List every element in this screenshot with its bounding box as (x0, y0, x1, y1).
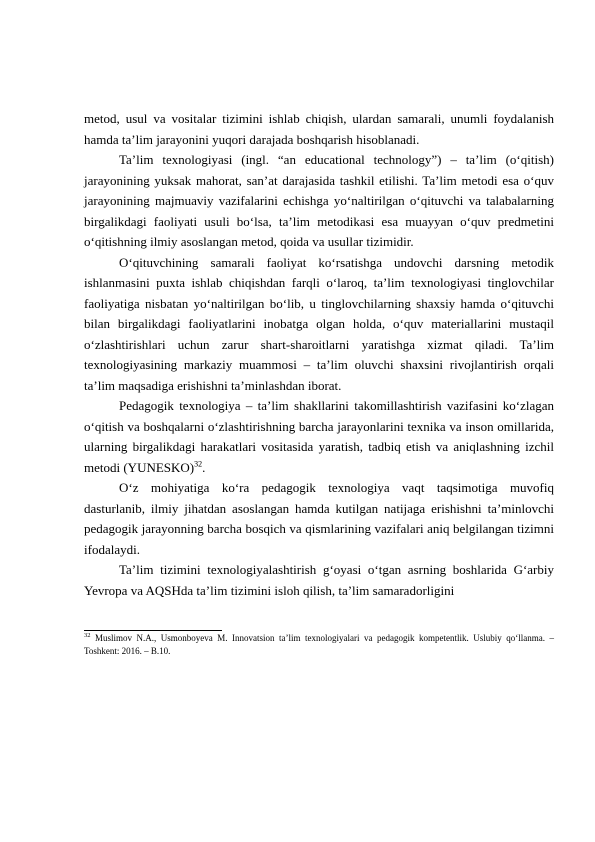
footnote-reference-32[interactable]: 32 (194, 459, 203, 469)
footnote-mark: 32 (84, 632, 91, 639)
paragraph-1: metod, usul va vositalar tizimini ishlab chiqish, ulardan samarali, unumli foydalanish hamda ta’lim jarayonini yuqori darajada boshqarish hisoblanadi. (84, 111, 554, 147)
footnote-divider (84, 630, 222, 631)
paragraph-3: O‘qituvchining samarali faoliyat ko‘rsatishga undovchi darsning metodik ishlanmasini puxta ishlab chiqishdan farqli o‘laroq, ta’lim texnologiyasi tinglovchilar faoliyatiga nisbatan yo‘naltirilgan bo‘lib, u tinglovchilarning shaxsiy hamda o‘qituvchi bilan birgalikdagi faoliyatlarini inobatga olgan holda, o‘quv materiallarini mustaqil o‘zlashtirishlari uchun zarur shart-sharoitlarni yaratishga xizmat qiladi. Ta’lim texnologiyasining markaziy muammosi – ta’lim oluvchi shaxsini rivojlantirish orqali ta’lim maqsadiga erishishni ta’minlashdan iborat. (84, 254, 554, 393)
paragraph-4-text: Pedagogik texnologiya – ta’lim shakllarini takomillashtirish vazifasini ko‘zlagan o‘qitish va boshqalarni o‘zlashtirishning barcha jarayonlarini texnika va inson omillarida, ularning birgalikdagi harakatlari vositasida yaratish, tadbiq etish va aniqlashning izchil metodi (YUNESKO) (84, 398, 554, 475)
paragraph-2: Ta’lim texnologiyasi (ingl. “an educational technology”) – ta’lim (o‘qitish) jarayonining yuksak mahorat, san’at darajasida tashkil etilishi. Ta’lim metodi esa o‘quv jarayonining majmuaviy vazifalarini echishga yo‘naltirilgan o‘qituvchi va talabalarning birgalikdagi faoliyati usuli bo‘lsa, ta’lim metodikasi esa muayyan o‘quv predmetini o‘qitishning ilmiy asoslangan metod, qoida va usullar tizimidir. (84, 152, 554, 249)
footnote-text: Muslimov N.A., Usmonboyeva M. Innovatsion ta’lim texnologiyalari va pedagogik kompetentlik. Uslubiy qo‘llanma. –Toshkent: 2016. – B.10. (84, 633, 554, 656)
footnote (84, 632, 554, 657)
paragraph-4 (84, 396, 554, 478)
page-body (84, 109, 554, 601)
paragraph-4-tail: . (202, 459, 206, 475)
paragraph-5: O‘z mohiyatiga ko‘ra pedagogik texnologiya vaqt taqsimotiga muvofiq dasturlanib, ilmiy jihatdan asoslangan hamda kutilgan natijaga erishishni ta’minlovchi pedagogik jarayonning barcha bosqich va qismlarining vazifalari aniq belgilangan tizimni ifodalaydi. (84, 480, 554, 557)
paragraph-6: Ta’lim tizimini texnologiyalashtirish g‘oyasi o‘tgan asrning boshlarida G‘arbiy Yevropa va AQSHda ta’lim tizimini isloh qilish, ta’lim samaradorligini (84, 562, 554, 598)
